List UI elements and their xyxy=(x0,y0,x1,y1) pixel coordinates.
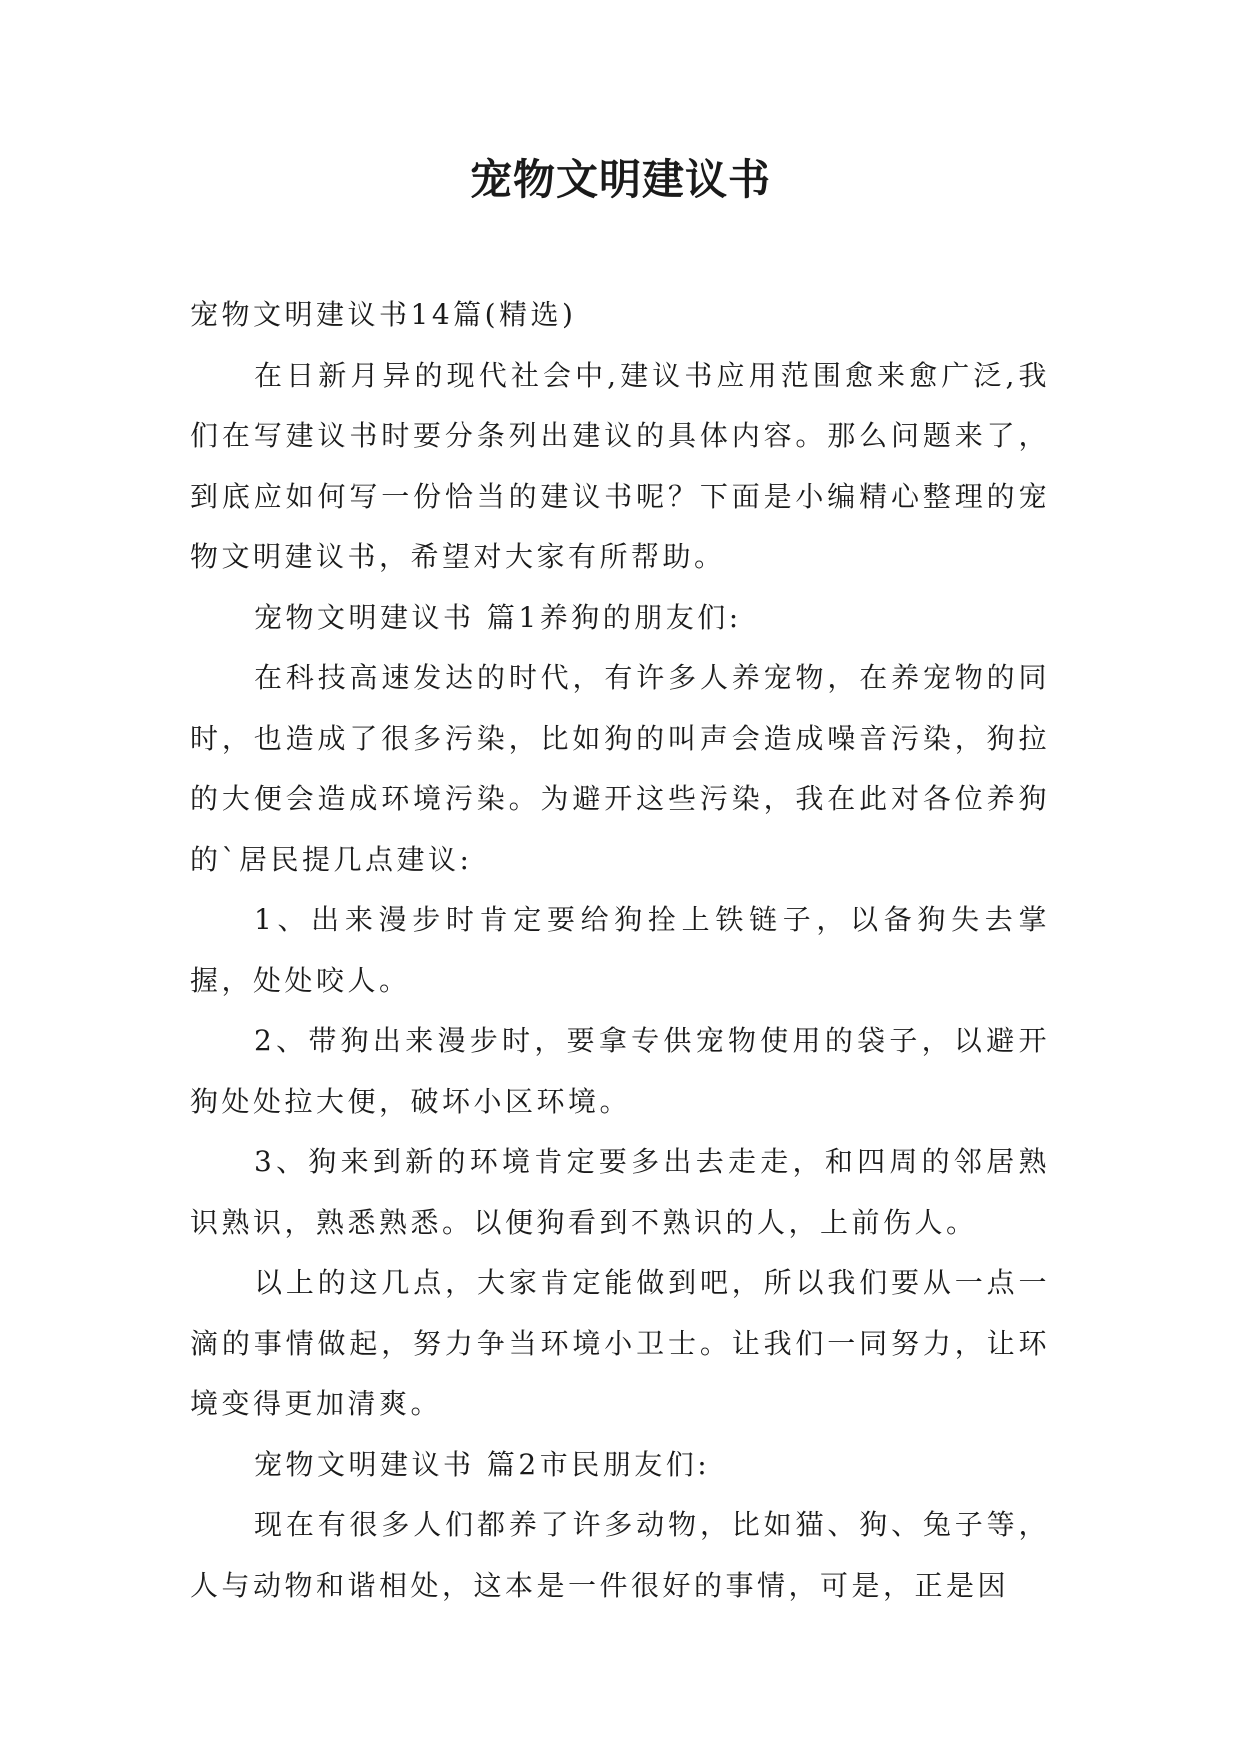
paragraph-subtitle: 宠物文明建议书14篇(精选) xyxy=(190,298,577,331)
document-title: 宠物文明建议书 xyxy=(469,155,771,204)
paragraph-intro: 在日新月异的现代社会中,建议书应用范围愈来愈广泛,我们在写建议书时要分条列出建议的具体内容。那么问题来了，到底应如何写一份恰当的建议书呢？下面是小编精心整理的宠物文明建议书，希望对大家有所帮助。 xyxy=(190,358,1050,573)
paragraph-suggestion-2: 2、带狗出来漫步时，要拿专供宠物使用的袋子，以避开狗处处拉大便，破坏小区环境。 xyxy=(190,1024,1050,1118)
document-body xyxy=(190,285,1050,1616)
paragraph-suggestion-3: 3、狗来到新的环境肯定要多出去走走，和四周的邻居熟识熟识，熟悉熟悉。以便狗看到不熟识的人，上前伤人。 xyxy=(190,1145,1050,1239)
paragraph-suggestion-1: 1、出来漫步时肯定要给狗拴上铁链子，以备狗失去掌握，处处咬人。 xyxy=(190,903,1050,997)
paragraph-conclusion: 以上的这几点，大家肯定能做到吧，所以我们要从一点一滴的事情做起，努力争当环境小卫士。让我们一同努力，让环境变得更加清爽。 xyxy=(190,1266,1050,1420)
paragraph-section-1-heading: 宠物文明建议书 篇1养狗的朋友们: xyxy=(254,600,742,634)
paragraph-body: 现在有很多人们都养了许多动物，比如猫、狗、兔子等，人与动物和谐相处，这本是一件很好的事情，可是，正是因 xyxy=(190,1508,1050,1602)
paragraph-body: 在科技高速发达的时代，有许多人养宠物，在养宠物的同时，也造成了很多污染，比如狗的叫声会造成噪音污染，狗拉的大便会造成环境污染。为避开这些污染，我在此对各位养狗的`居民提几点建议: xyxy=(190,661,1050,876)
paragraph-section-2-heading: 宠物文明建议书 篇2市民朋友们: xyxy=(254,1447,711,1481)
